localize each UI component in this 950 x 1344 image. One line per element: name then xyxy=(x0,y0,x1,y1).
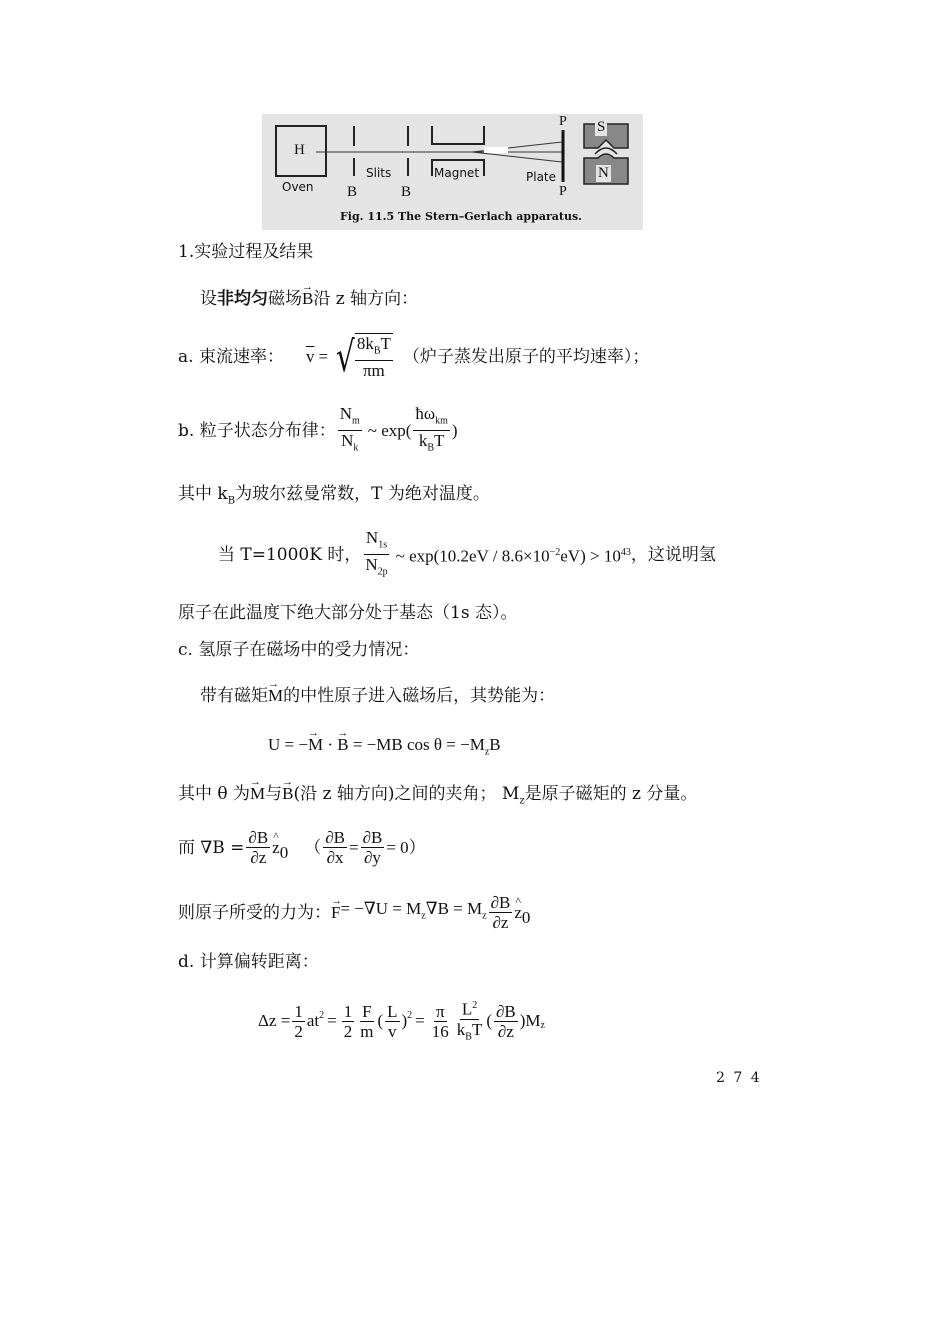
label-magnet: Magnet xyxy=(434,166,480,180)
label-B1: B xyxy=(347,184,358,200)
item-a: a. 束流速率： $\overline{v}$ = √ $\frac{8k_BT}{\pi m}$ （炉子蒸发出原子的平均速率）； xyxy=(178,331,650,381)
deflection-eq: Δz = $\frac{1}{2}$ at $^2$ = $\frac{1}{2}$ $\frac{F}{m}$ ( $\frac{L}{v}$ ) $^2$ = $\frac{\pi}{16}$ $\frac{L^2}{k_BT}$ ( $\frac{\partial B}{\partial z}$ ) M $_z$ xyxy=(258,996,545,1046)
temperature-line-cont: 原子在此温度下绝大部分处于基态（1s 态）。 xyxy=(178,603,518,623)
item-c: c. 氢原子在磁场中的受力情况： xyxy=(178,640,420,660)
temperature-line: 当 T=1000K 时， $\frac{N_{1s}}{N_{2p}}$ ~ $\exp(10.2eV / 8.6\times 10^{-2}eV) > 10^{43}$ ，这说明氢 xyxy=(218,528,716,578)
page-number: 2 7 4 xyxy=(716,1070,762,1086)
potential-energy-eq: U = −→ M · → B = −MB $\cos \theta = -M_zB$ xyxy=(268,735,501,762)
gradient-line: 而 ∇B = $\frac{\partial B}{\partial z}$ ^ z 0 （ $\frac{\partial B}{\partial x}$ = $\frac{\partial B}{\partial y}$ = 0） xyxy=(178,828,426,867)
sqrt-expression: √ $\frac{8k_BT}{\pi m}$ xyxy=(336,331,391,381)
label-plate: Plate xyxy=(526,170,557,184)
item-b: b. 粒子状态分布律： $\frac{N_m}{N_k}$ ~ exp( $\frac{ħ\omega_{km}}{k_BT}$ ) xyxy=(178,404,458,454)
label-P-bottom: P xyxy=(559,184,567,199)
label-H: H xyxy=(294,142,305,158)
label-P-top: P xyxy=(559,114,567,129)
section-heading: 1.实验过程及结果 xyxy=(178,242,314,262)
label-B2: B xyxy=(401,184,412,200)
label-N: N xyxy=(598,165,609,181)
figure-caption: Fig. 11.5 The Stern–Gerlach apparatus. xyxy=(340,210,582,223)
item-d: d. 计算偏转距离： xyxy=(178,952,319,972)
intro-line: 设非均匀磁场→ B沿 z 轴方向： xyxy=(200,289,418,309)
theta-line: 其中 θ 为→ M与→ B(沿 z 轴方向)之间的夹角； $M_z$是原子磁矩的 z 分量。 xyxy=(178,784,697,811)
label-slits: Slits xyxy=(366,166,392,180)
v-bar: $\overline{v}$ xyxy=(305,346,315,366)
kb-line: 其中 $k_B$为玻尔兹曼常数，T 为绝对温度。 xyxy=(178,484,490,507)
force-line: 则原子所受的力为： → F = $-\nabla U = M_z\nabla B = M_z$ $\frac{\partial B}{\partial z}$ ^ z 0 xyxy=(178,893,530,932)
moment-line: 带有磁矩→ M的中性原子进入磁场后，其势能为： xyxy=(200,686,555,706)
label-S: S xyxy=(597,119,606,135)
stern-gerlach-figure xyxy=(262,114,643,230)
label-oven: Oven xyxy=(282,180,314,194)
